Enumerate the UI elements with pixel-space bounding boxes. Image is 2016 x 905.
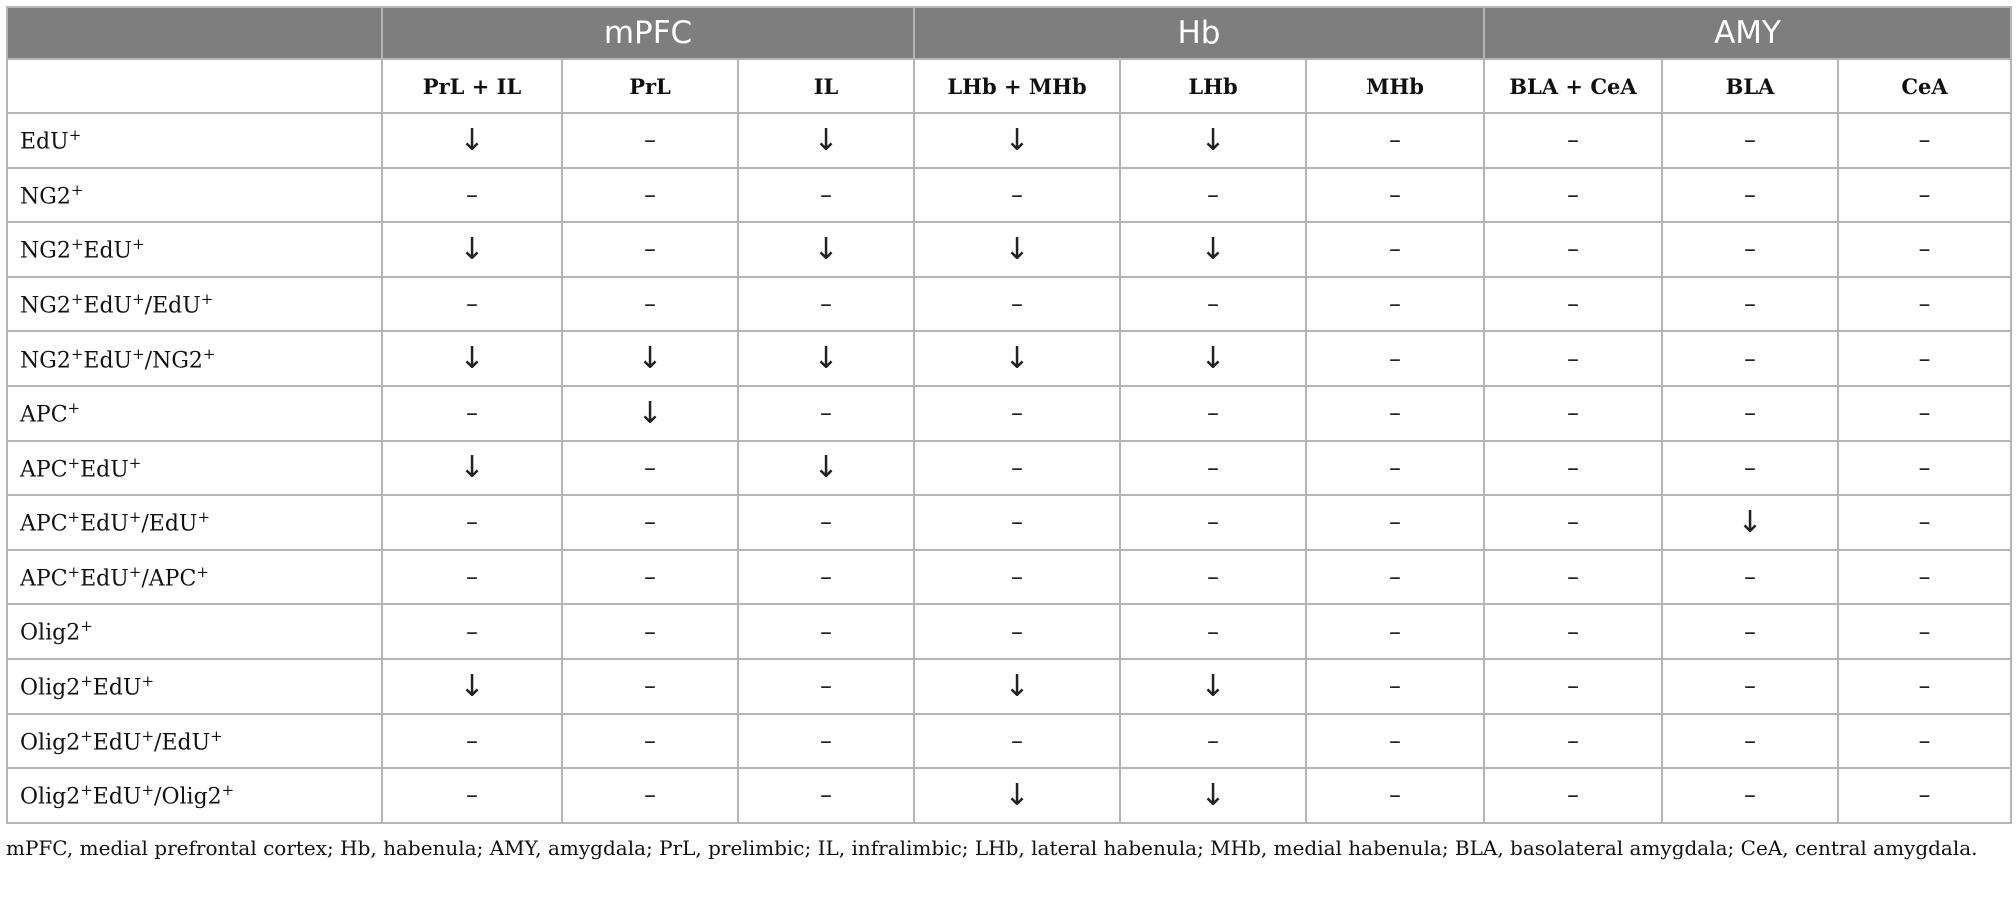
no-change-cell: – (1662, 550, 1838, 605)
no-change-cell: – (1662, 168, 1838, 223)
column-header: PrL (562, 59, 738, 113)
no-change-cell: – (1306, 222, 1484, 277)
no-change-cell: – (1120, 441, 1306, 496)
no-change-cell: – (1120, 495, 1306, 550)
row-label: APC+EdU+/EdU+ (7, 495, 382, 550)
no-change-cell: – (562, 495, 738, 550)
decrease-arrow-cell: ↓ (1662, 495, 1838, 550)
row-label: APC+EdU+ (7, 441, 382, 496)
no-change-cell: – (1484, 386, 1662, 441)
no-change-cell: – (562, 277, 738, 332)
no-change-cell: – (1662, 768, 1838, 823)
no-change-cell: – (914, 550, 1120, 605)
no-change-cell: – (914, 168, 1120, 223)
no-change-cell: – (1838, 222, 2011, 277)
table-body (7, 113, 2011, 823)
no-change-cell: – (738, 659, 914, 714)
table-row (7, 604, 2011, 659)
no-change-cell: – (738, 495, 914, 550)
decrease-arrow-cell: ↓ (1120, 222, 1306, 277)
no-change-cell: – (562, 168, 738, 223)
decrease-arrow-cell: ↓ (738, 222, 914, 277)
decrease-arrow-cell: ↓ (914, 659, 1120, 714)
no-change-cell: – (1306, 441, 1484, 496)
no-change-cell: – (1306, 168, 1484, 223)
no-change-cell: – (382, 168, 562, 223)
table-row (7, 386, 2011, 441)
no-change-cell: – (1484, 113, 1662, 168)
results-table (6, 6, 2012, 824)
no-change-cell: – (1838, 113, 2011, 168)
decrease-arrow-cell: ↓ (382, 441, 562, 496)
no-change-cell: – (1484, 768, 1662, 823)
no-change-cell: – (1838, 604, 2011, 659)
decrease-arrow-cell: ↓ (1120, 113, 1306, 168)
row-label: NG2+EdU+/NG2+ (7, 331, 382, 386)
table-row (7, 222, 2011, 277)
no-change-cell: – (914, 441, 1120, 496)
no-change-cell: – (1484, 714, 1662, 769)
subheader-row (7, 59, 2011, 113)
no-change-cell: – (738, 604, 914, 659)
decrease-arrow-cell: ↓ (382, 331, 562, 386)
no-change-cell: – (1306, 277, 1484, 332)
table-row (7, 441, 2011, 496)
no-change-cell: – (738, 386, 914, 441)
no-change-cell: – (1838, 768, 2011, 823)
no-change-cell: – (1306, 659, 1484, 714)
decrease-arrow-cell: ↓ (914, 768, 1120, 823)
no-change-cell: – (1838, 168, 2011, 223)
no-change-cell: – (1484, 331, 1662, 386)
no-change-cell: – (1662, 386, 1838, 441)
no-change-cell: – (1484, 604, 1662, 659)
no-change-cell: – (1662, 331, 1838, 386)
no-change-cell: – (738, 714, 914, 769)
no-change-cell: – (562, 441, 738, 496)
row-label: Olig2+EdU+ (7, 659, 382, 714)
row-label: NG2+EdU+ (7, 222, 382, 277)
column-header: BLA (1662, 59, 1838, 113)
no-change-cell: – (738, 277, 914, 332)
no-change-cell: – (382, 714, 562, 769)
no-change-cell: – (1120, 168, 1306, 223)
row-label: Olig2+EdU+/EdU+ (7, 714, 382, 769)
no-change-cell: – (562, 550, 738, 605)
no-change-cell: – (1306, 714, 1484, 769)
column-header: IL (738, 59, 914, 113)
row-label: NG2+ (7, 168, 382, 223)
group-header-amy: AMY (1484, 7, 2011, 59)
table-row (7, 550, 2011, 605)
table-row (7, 277, 2011, 332)
no-change-cell: – (1120, 277, 1306, 332)
results-table-container (6, 6, 2010, 824)
no-change-cell: – (562, 222, 738, 277)
table-row (7, 331, 2011, 386)
no-change-cell: – (1306, 604, 1484, 659)
no-change-cell: – (1838, 495, 2011, 550)
column-header: LHb (1120, 59, 1306, 113)
row-label: APC+ (7, 386, 382, 441)
decrease-arrow-cell: ↓ (562, 331, 738, 386)
no-change-cell: – (1662, 441, 1838, 496)
no-change-cell: – (562, 714, 738, 769)
no-change-cell: – (1306, 331, 1484, 386)
no-change-cell: – (562, 604, 738, 659)
no-change-cell: – (382, 386, 562, 441)
no-change-cell: – (1120, 714, 1306, 769)
no-change-cell: – (914, 714, 1120, 769)
decrease-arrow-cell: ↓ (914, 113, 1120, 168)
no-change-cell: – (1484, 550, 1662, 605)
no-change-cell: – (1662, 222, 1838, 277)
no-change-cell: – (1306, 386, 1484, 441)
no-change-cell: – (382, 277, 562, 332)
no-change-cell: – (1838, 714, 2011, 769)
no-change-cell: – (562, 659, 738, 714)
no-change-cell: – (1306, 495, 1484, 550)
row-label: EdU+ (7, 113, 382, 168)
no-change-cell: – (1484, 495, 1662, 550)
no-change-cell: – (1838, 386, 2011, 441)
no-change-cell: – (1662, 277, 1838, 332)
row-label: Olig2+ (7, 604, 382, 659)
no-change-cell: – (1838, 331, 2011, 386)
decrease-arrow-cell: ↓ (382, 222, 562, 277)
group-header-row (7, 7, 2011, 59)
no-change-cell: – (1838, 441, 2011, 496)
no-change-cell: – (1662, 113, 1838, 168)
no-change-cell: – (738, 168, 914, 223)
no-change-cell: – (1120, 386, 1306, 441)
no-change-cell: – (914, 386, 1120, 441)
no-change-cell: – (738, 550, 914, 605)
no-change-cell: – (382, 495, 562, 550)
column-header: PrL + IL (382, 59, 562, 113)
no-change-cell: – (914, 604, 1120, 659)
no-change-cell: – (1662, 714, 1838, 769)
decrease-arrow-cell: ↓ (382, 659, 562, 714)
no-change-cell: – (1484, 222, 1662, 277)
row-label: NG2+EdU+/EdU+ (7, 277, 382, 332)
decrease-arrow-cell: ↓ (738, 113, 914, 168)
no-change-cell: – (1662, 659, 1838, 714)
no-change-cell: – (1306, 113, 1484, 168)
no-change-cell: – (382, 550, 562, 605)
decrease-arrow-cell: ↓ (738, 331, 914, 386)
no-change-cell: – (1838, 659, 2011, 714)
row-label: Olig2+EdU+/Olig2+ (7, 768, 382, 823)
table-row (7, 659, 2011, 714)
no-change-cell: – (562, 113, 738, 168)
no-change-cell: – (1120, 604, 1306, 659)
table-row (7, 714, 2011, 769)
decrease-arrow-cell: ↓ (1120, 331, 1306, 386)
no-change-cell: – (1120, 550, 1306, 605)
decrease-arrow-cell: ↓ (1120, 659, 1306, 714)
decrease-arrow-cell: ↓ (914, 331, 1120, 386)
column-header: MHb (1306, 59, 1484, 113)
no-change-cell: – (1484, 277, 1662, 332)
group-header-hb: Hb (914, 7, 1484, 59)
no-change-cell: – (914, 495, 1120, 550)
no-change-cell: – (1484, 659, 1662, 714)
decrease-arrow-cell: ↓ (562, 386, 738, 441)
no-change-cell: – (1306, 768, 1484, 823)
group-header-mpfc: mPFC (382, 7, 914, 59)
row-label: APC+EdU+/APC+ (7, 550, 382, 605)
no-change-cell: – (1662, 604, 1838, 659)
column-header: BLA + CeA (1484, 59, 1662, 113)
table-footnote: mPFC, medial prefrontal cortex; Hb, habenula; AMY, amygdala; PrL, prelimbic; IL, infralimbic; LHb, lateral habenula; MHb, medial habenula; BLA, basolateral amygdala; CeA, central amygdala. (6, 836, 1978, 860)
decrease-arrow-cell: ↓ (382, 113, 562, 168)
no-change-cell: – (382, 768, 562, 823)
no-change-cell: – (914, 277, 1120, 332)
no-change-cell: – (1306, 550, 1484, 605)
no-change-cell: – (1484, 441, 1662, 496)
column-header: CeA (1838, 59, 2011, 113)
no-change-cell: – (738, 768, 914, 823)
decrease-arrow-cell: ↓ (914, 222, 1120, 277)
corner-cell (7, 7, 382, 59)
decrease-arrow-cell: ↓ (1120, 768, 1306, 823)
corner-subheader-cell (7, 59, 382, 113)
no-change-cell: – (382, 604, 562, 659)
no-change-cell: – (562, 768, 738, 823)
no-change-cell: – (1838, 277, 2011, 332)
decrease-arrow-cell: ↓ (738, 441, 914, 496)
table-row (7, 168, 2011, 223)
table-row (7, 495, 2011, 550)
table-row (7, 768, 2011, 823)
no-change-cell: – (1484, 168, 1662, 223)
no-change-cell: – (1838, 550, 2011, 605)
table-row (7, 113, 2011, 168)
column-header: LHb + MHb (914, 59, 1120, 113)
